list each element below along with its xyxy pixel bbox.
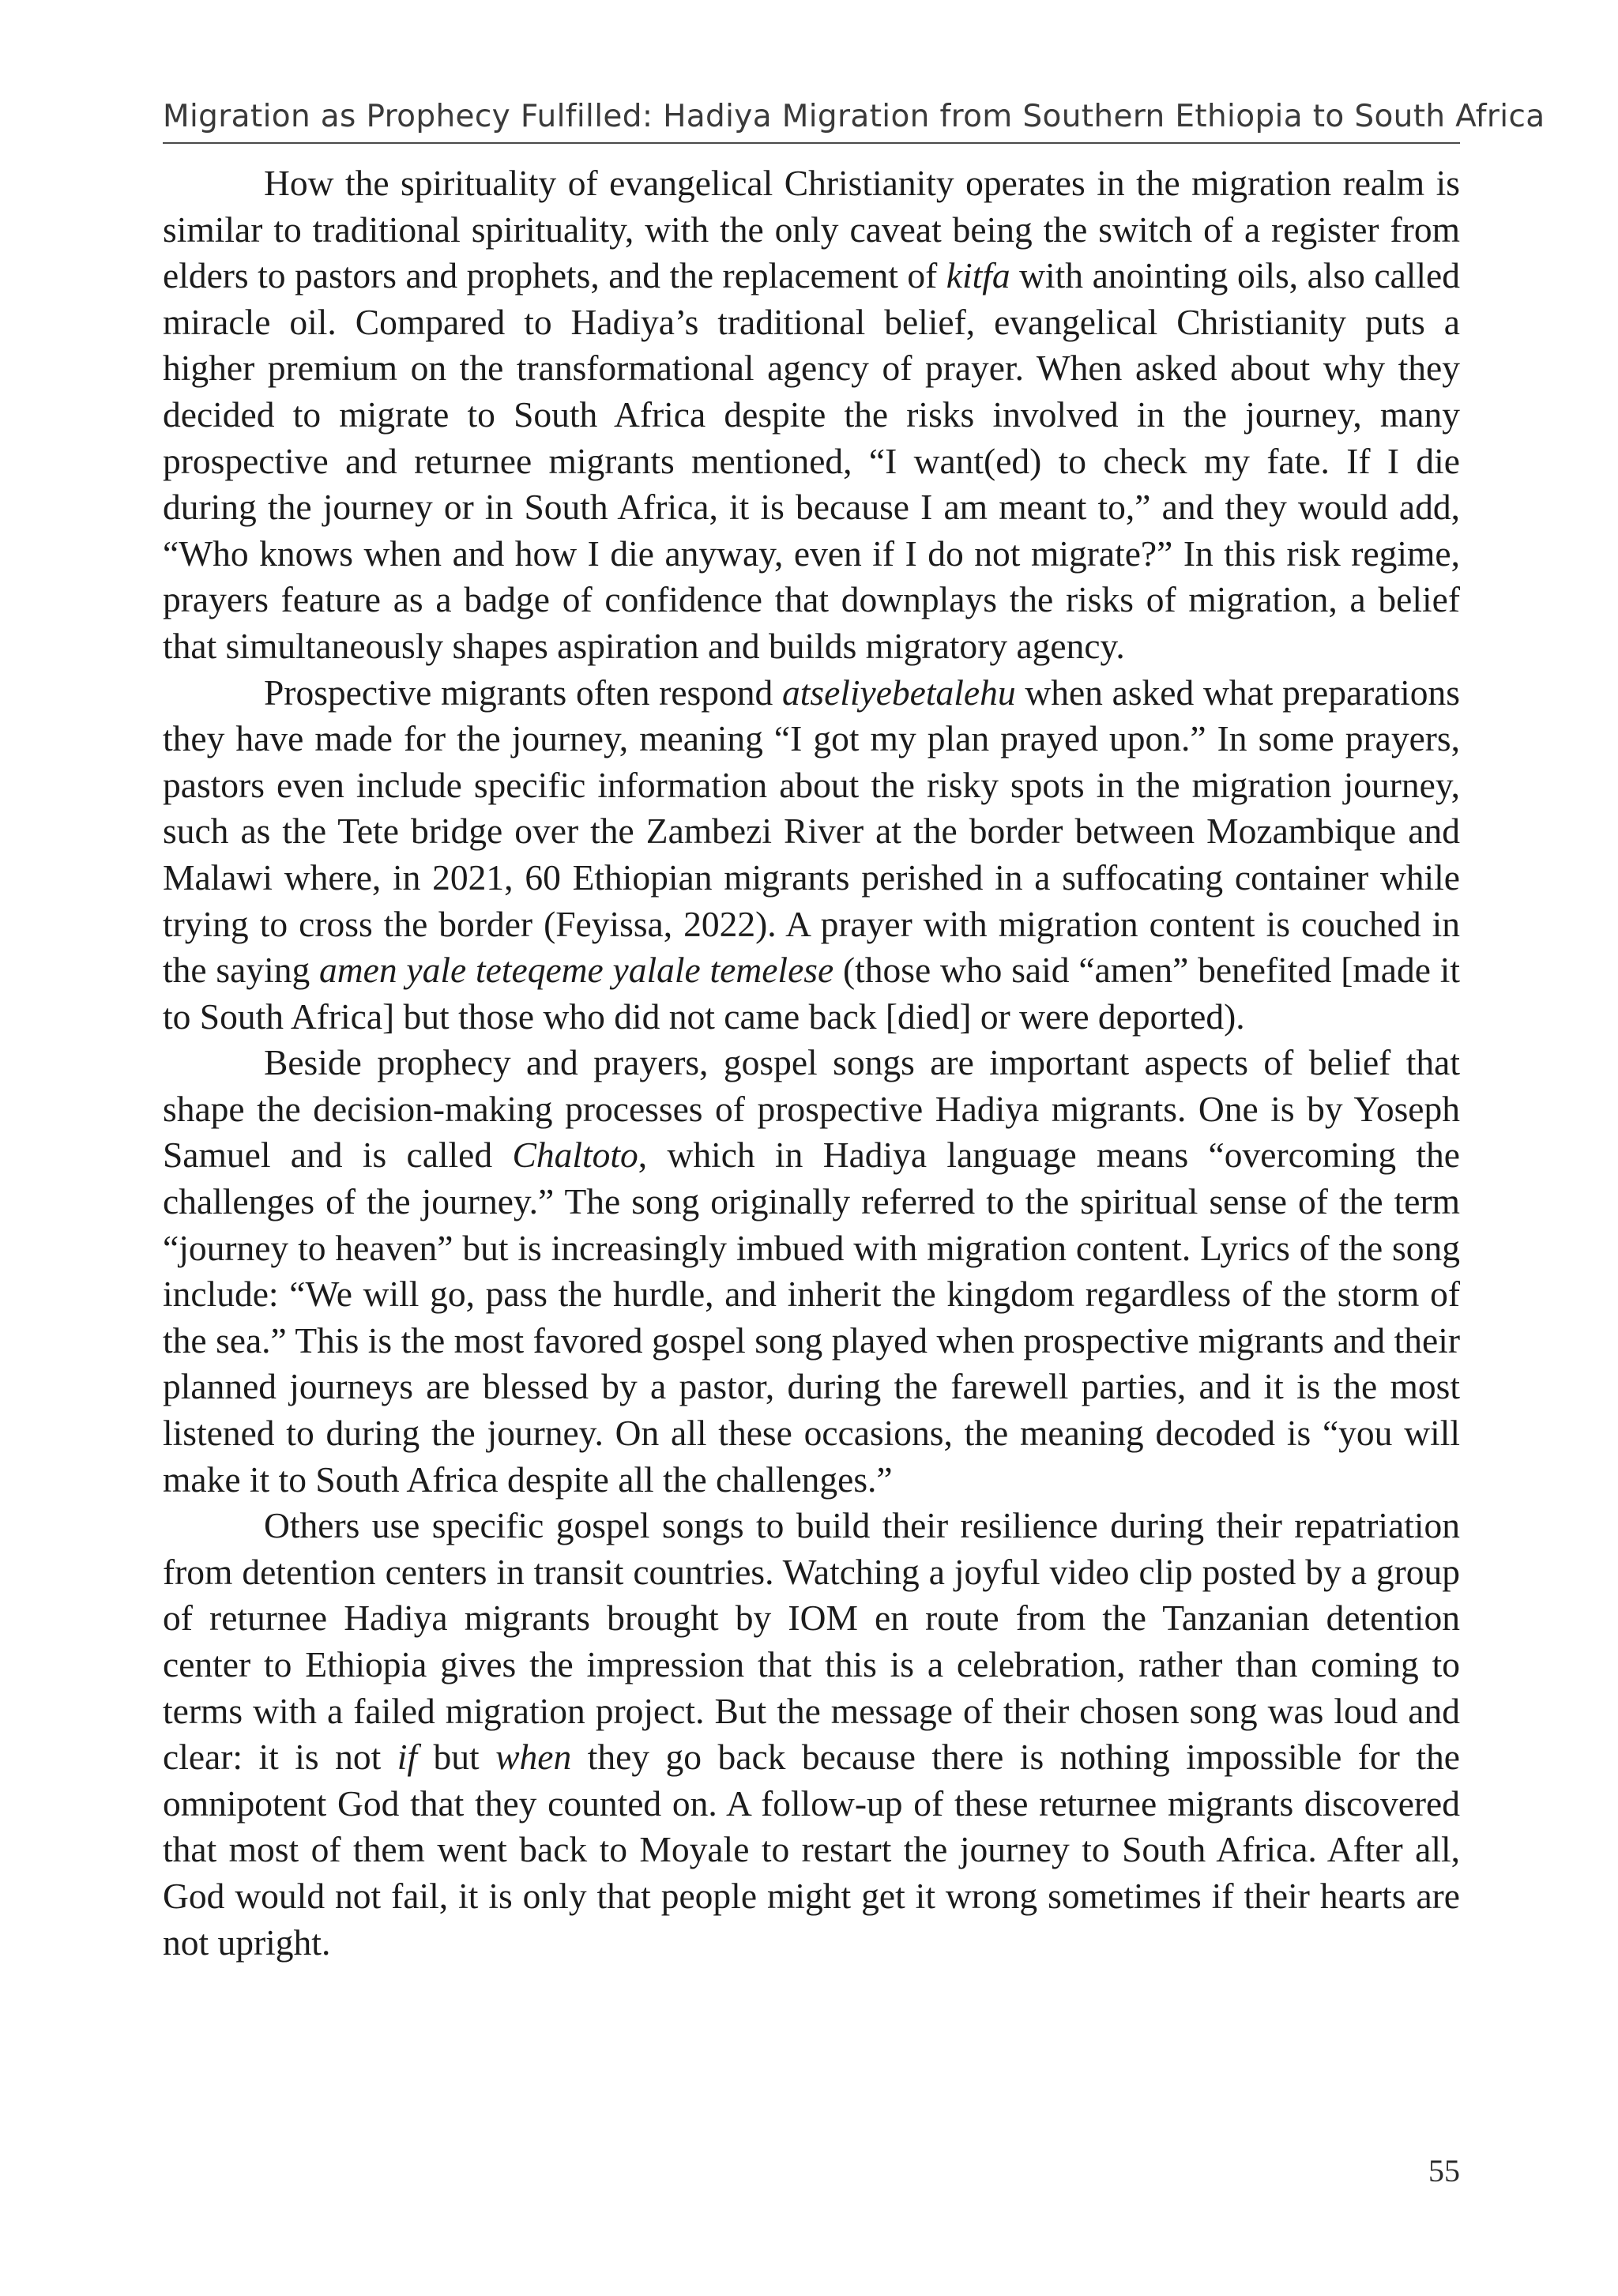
paragraph-3-text: Beside prophecy and prayers, gospel songs are important aspects of belief that shape the decision-making processes of prospective Hadiya migrants. One is by Yoseph Samuel and is called: [163, 1042, 1460, 1176]
paragraph-2-text: when asked what preparations they have made for the journey, meaning “I got my plan prayed upon.” In some prayers, pastors even include specific information about the risky spots in the migration journey, such as the Tete bridge over the Zambezi River at the border between Mozambique and Malawi where, in 2021, 60 Ethiopian migrants perished in a suffocating container while trying to cross the border (Feyissa, 2022). A prayer with migration content is couched in the saying: [163, 672, 1460, 991]
paragraph-2-text: Prospective migrants often respond: [264, 672, 782, 713]
italic-term-kitfa: kitfa: [946, 255, 1010, 296]
body-text: [163, 160, 1460, 1966]
paragraph-3-text: , which in Hadiya language means “overcoming the challenges of the journey.” The song originally referred to the spiritual sense of the term “journey to heaven” but is increasingly imbued with migration content. Lyrics of the song include: “We will go, pass the hurdle, and inherit the kingdom regardless of the storm of the sea.” This is the most favored gospel song played when prospective migrants and their planned journeys are blessed by a pastor, during the farewell parties, and it is the most listened to during the journey. On all these occasions, the meaning decoded is “you will make it to South Africa despite all the challenges.”: [163, 1135, 1460, 1500]
paragraph-2: [163, 670, 1460, 1041]
italic-saying: amen yale teteqeme yalale temelese: [319, 950, 834, 991]
italic-song-title: Chaltoto: [512, 1135, 638, 1176]
italic-word-if: if: [397, 1737, 418, 1778]
paragraph-2-text: (those who said “amen” benefited [made it to South Africa] but those who did not came back [died] or were deported).: [163, 950, 1460, 1037]
header-rule: [163, 142, 1460, 144]
page-number: 55: [1428, 2153, 1460, 2189]
paragraph-4-text: they go back because there is nothing impossible for the omnipotent God that they counted on. A follow-up of these returnee migrants discovered that most of them went back to Moyale to restart the journey to South Africa. After all, God would not fail, it is only that people might get it wrong sometimes if their hearts are not upright.: [163, 1737, 1460, 1963]
running-header: Migration as Prophecy Fulfilled: Hadiya Migration from Southern Ethiopia to South Africa: [163, 99, 1545, 134]
paragraph-1: [163, 160, 1460, 670]
italic-term-atseliyebetalehu: atseliyebetalehu: [781, 672, 1016, 713]
paragraph-4: [163, 1503, 1460, 1966]
paragraph-3: [163, 1040, 1460, 1503]
italic-word-when: when: [495, 1737, 572, 1778]
paragraph-1-text: with anointing oils, also called miracle oil. Compared to Hadiya’s traditional belief, evangelical Christianity puts a higher premium on the transformational agency of prayer. When asked about why they decided to migrate to South Africa despite the risks involved in the journey, many prospective and returnee migrants mentioned, “I want(ed) to check my fate. If I die during the journey or in South Africa, it is because I am meant to,” and they would add, “Who knows when and how I die anyway, even if I do not migrate?” In this risk regime, prayers feature as a badge of confidence that downplays the risks of migration, a belief that simultaneously shapes aspiration and builds migratory agency.: [163, 255, 1460, 666]
paragraph-4-text: but: [417, 1737, 496, 1778]
paragraph-1-text: How the spirituality of evangelical Christianity operates in the migration realm is similar to traditional spirituality, with the only caveat being the switch of a register from elders to pastors and prophets, and the replacement of: [163, 163, 1460, 296]
paragraph-4-text: Others use specific gospel songs to build their resilience during their repatriation from detention centers in transit countries. Watching a joyful video clip posted by a group of returnee Hadiya migrants brought by IOM en route from the Tanzanian detention center to Ethiopia gives the impression that this is a celebration, rather than coming to terms with a failed migration project. But the message of their chosen song was loud and clear: it is not: [163, 1505, 1460, 1778]
